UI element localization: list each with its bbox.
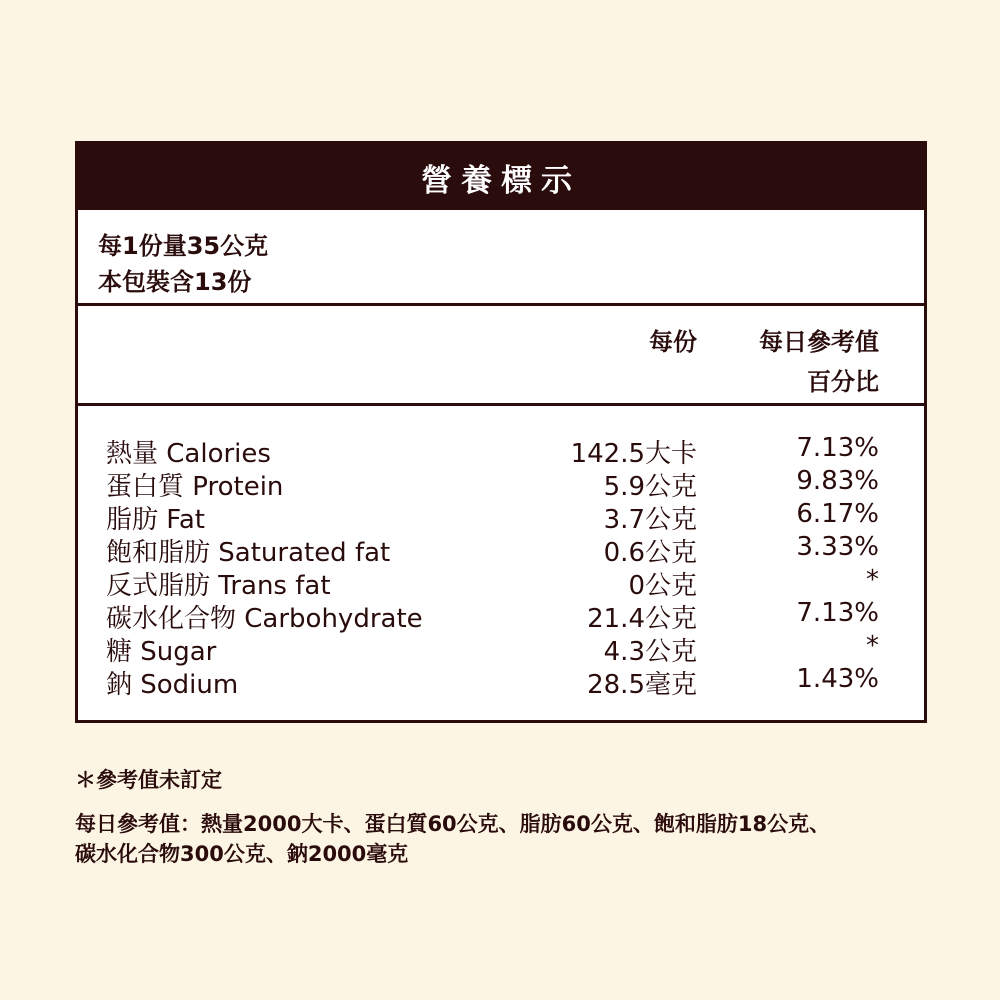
nutrient-per-serving: 28.5毫克 (587, 670, 697, 700)
nutrient-per-serving: 4.3公克 (603, 637, 697, 667)
nutrient-name: 脂肪 Fat (106, 505, 205, 535)
table-row (78, 433, 924, 469)
nutrient-per-serving: 0.6公克 (603, 538, 697, 568)
serving-size: 每1份量35公克 (98, 232, 269, 260)
nutrition-facts-panel (75, 141, 927, 723)
table-row (78, 631, 924, 667)
nutrient-per-serving: 3.7公克 (603, 505, 697, 535)
nutrient-per-serving: 0公克 (628, 571, 697, 601)
nutrient-name: 碳水化合物 Carbohydrate (106, 604, 423, 634)
reference-note-line2: 碳水化合物300公克、鈉2000毫克 (75, 842, 409, 866)
column-header (78, 306, 924, 406)
table-row (78, 664, 924, 700)
nutrition-title: 營養標示 (78, 144, 924, 210)
table-row (78, 466, 924, 502)
reference-note-line1: 每日參考值：熱量2000大卡、蛋白質60公克、脂肪60公克、飽和脂肪18公克、 (75, 812, 831, 836)
servings-per-package: 本包裝含13份 (98, 268, 252, 296)
nutrient-per-serving: 21.4公克 (587, 604, 697, 634)
nutrient-name: 飽和脂肪 Saturated fat (106, 538, 391, 568)
nutrient-daily-value: 7.13% (796, 598, 879, 628)
nutrient-daily-value: 9.83% (796, 466, 879, 496)
nutrient-daily-value: 6.17% (796, 499, 879, 529)
nutrient-name: 鈉 Sodium (106, 670, 239, 700)
table-row (78, 532, 924, 568)
nutrient-table (78, 406, 924, 720)
per-serving-header: 每份 (649, 328, 697, 356)
serving-info (78, 210, 924, 306)
nutrient-daily-value: 7.13% (796, 433, 879, 463)
nutrient-name: 糖 Sugar (106, 637, 217, 667)
nutrient-daily-value: * (866, 631, 879, 661)
daily-value-header-percent: 百分比 (807, 368, 879, 396)
nutrient-daily-value: * (866, 565, 879, 595)
table-row (78, 565, 924, 601)
nutrient-daily-value: 3.33% (796, 532, 879, 562)
table-row (78, 598, 924, 634)
asterisk-note: ＊參考值未訂定 (75, 768, 222, 792)
nutrient-per-serving: 142.5大卡 (570, 439, 697, 469)
nutrient-name: 蛋白質 Protein (106, 472, 284, 502)
nutrient-name: 熱量 Calories (106, 439, 271, 469)
nutrient-per-serving: 5.9公克 (603, 472, 697, 502)
daily-value-header: 每日參考值 (759, 328, 879, 356)
table-row (78, 499, 924, 535)
nutrient-daily-value: 1.43% (796, 664, 879, 694)
nutrient-name: 反式脂肪 Trans fat (106, 571, 331, 601)
